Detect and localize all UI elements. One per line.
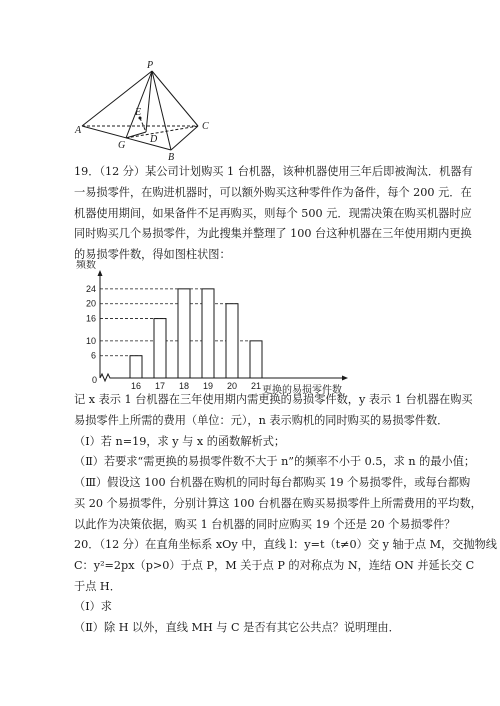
q20-part2: （Ⅱ）除 H 以外，直线 MH 与 C 是否有其它公共点？说明理由． <box>74 621 400 635</box>
q19-intro <box>74 162 474 266</box>
q19-line: 的易损零件数，得如图柱状图： <box>74 248 231 262</box>
q20 <box>74 535 497 639</box>
q19-line: 同时购买几个易损零件，为此搜集并整理了 100 台这种机器在三年使用期内更换 <box>74 227 472 241</box>
pyramid-figure <box>0 0 500 160</box>
q19-line: 19．（12 分）某公司计划购买 1 台机器，该种机器使用三年后即被淘汰．机器有 <box>74 165 473 178</box>
q19-line: 记 x 表示 1 台机器在三年使用期内需更换的易损零件数，y 表示 1 台机器在购买 <box>74 393 473 406</box>
q19-line: 以此作为决策依据，购买 1 台机器的同时应购买 19 个还是 20 个易损零件？ <box>74 517 456 531</box>
x-tick-label: 17 <box>154 381 166 391</box>
label-A: A <box>75 125 82 136</box>
label-P: P <box>147 60 154 71</box>
x-tick-label: 16 <box>130 381 142 391</box>
label-E: E <box>135 107 142 118</box>
bar-17 <box>154 319 166 378</box>
q19-part3: （Ⅲ）假设这 100 台机器在购机的同时每台都购买 19 个易损零件，或每台都购 <box>74 476 471 490</box>
q19-line: 易损零件上所需的费用（单位：元），n 表示购机的同时购买的易损零件数． <box>74 413 449 427</box>
label-B: B <box>168 152 175 160</box>
q20-line: 20．（12 分）在直角坐标系 xOy 中，直线 l：y=t（t≠0）交 y 轴于点 M，交抛物线 <box>74 538 497 551</box>
x-tick-label: 21 <box>250 381 262 391</box>
x-tick-label: 20 <box>226 381 238 391</box>
q20-line: 于点 H． <box>74 579 121 593</box>
y-tick-label: 24 <box>85 283 96 294</box>
y-tick-label: 20 <box>85 298 96 309</box>
q19-line: 机器使用期间，如果备件不足再购买，则每个 500 元．现需决策在购买机器时应 <box>74 206 472 220</box>
q19-part2: （Ⅱ）若要求“需更换的易损零件数不大于 n”的频率不小于 0.5，求 n 的最小值； <box>74 455 476 469</box>
q19-line: 一易损零件，在购进机器时，可以额外购买这种零件作为备件，每个 200 元．在 <box>74 185 472 199</box>
q19-part1: （Ⅰ）若 n=19，求 y 与 x 的函数解析式； <box>74 434 286 448</box>
label-C: C <box>202 121 209 132</box>
bar-18 <box>178 289 190 378</box>
q20-line: C：y²=2px（p>0）于点 P，M 关于点 P 的对称点为 N，连结 ON 并延长交 C <box>74 558 475 572</box>
y-axis-label: 频数 <box>76 260 96 271</box>
bar-19 <box>202 289 214 378</box>
q19-line: 买 20 个易损零件，分别计算这 100 台机器在购买易损零件上所需费用的平均数， <box>74 496 482 510</box>
label-D: D <box>150 134 158 145</box>
y-tick-label: 16 <box>85 313 96 324</box>
q20-part1: （Ⅰ）求 <box>74 600 112 614</box>
q19-body <box>74 390 482 536</box>
bar-21 <box>250 341 262 378</box>
x-tick-label: 18 <box>178 381 190 391</box>
label-G: G <box>118 140 126 151</box>
x-axis-label: 更换的易损零件数 <box>262 385 342 396</box>
x-tick-label: 19 <box>202 381 214 391</box>
y-tick-label: 10 <box>85 335 96 346</box>
frequency-bar-chart <box>74 260 374 400</box>
y-tick-label: 6 <box>90 350 96 361</box>
bar-20 <box>226 304 238 378</box>
bar-16 <box>130 356 142 378</box>
svg-text:0: 0 <box>92 375 98 385</box>
